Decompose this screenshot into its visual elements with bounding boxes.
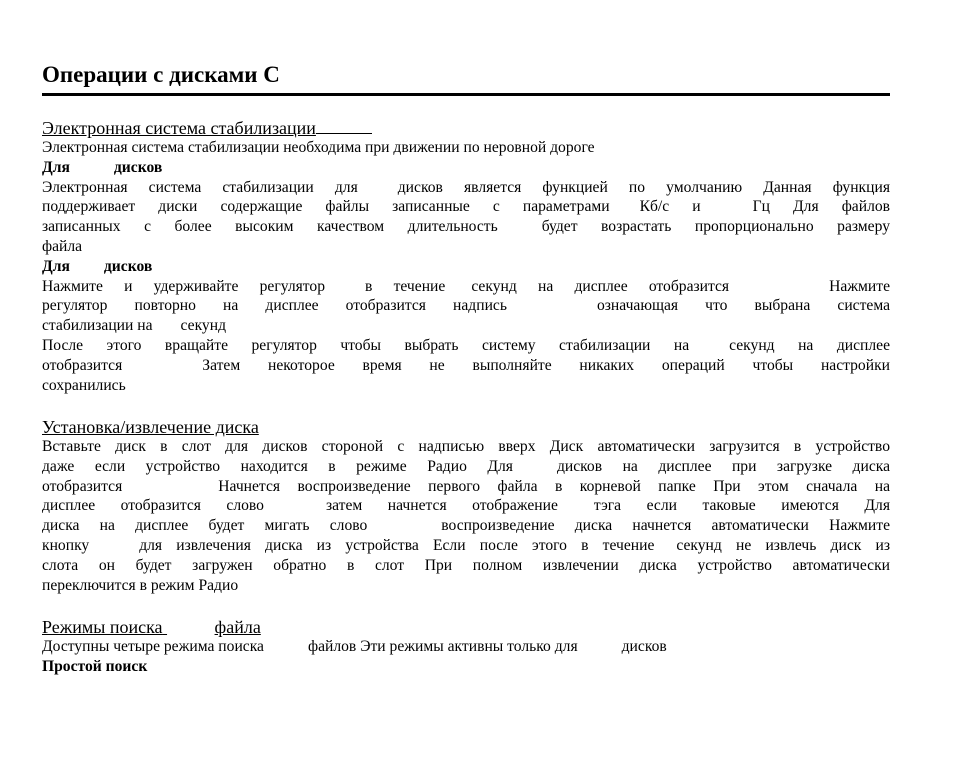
title-divider bbox=[42, 93, 890, 96]
subheading-line: Простой поиск bbox=[42, 657, 148, 675]
section-heading-search: Режимы поиска файла bbox=[42, 617, 261, 637]
paragraph-line: После этого вращайте регулятор чтобы выбрать систему стабилизации на секунд на дисплее bbox=[42, 336, 890, 354]
paragraph-line: дисплее отобразится слово затем начнется отображение тэга если таковые имеются Для bbox=[42, 497, 890, 515]
paragraph-line: Электронная система стабилизации для дисков является функцией по умолчанию Данная функция bbox=[42, 178, 890, 196]
paragraph-line: регулятор повторно на дисплее отобразится надпись означающая что выбрана система bbox=[42, 297, 890, 315]
section-search-modes bbox=[42, 617, 890, 677]
paragraph-line: кнопку для извлечения диска из устройства Если после этого в течение секунд не извлечь диск из bbox=[42, 536, 890, 554]
section-heading-stabilization: Электронная система стабилизации bbox=[42, 117, 890, 138]
section-heading-disc: Установка/извлечение диска bbox=[42, 417, 259, 437]
subheading-line: Для дисков bbox=[42, 158, 163, 176]
paragraph-line: даже если устройство находится в режиме Радио Для дисков на дисплее при загрузке диска bbox=[42, 457, 891, 475]
section-disc-insert-eject bbox=[42, 417, 890, 595]
paragraph-line: стабилизации на секунд bbox=[42, 317, 227, 335]
paragraph-line: переключится в режим Радио bbox=[42, 576, 239, 594]
paragraph-line: записанных с более высоким качеством длительность будет возрастать пропорционально размеру bbox=[42, 218, 890, 236]
paragraph-line: Доступны четыре режима поиска файлов Эти режимы активны только для дисков bbox=[42, 638, 667, 655]
paragraph-line: отобразится Затем некоторое время не выполняйте никаких операций чтобы настройки bbox=[42, 356, 890, 374]
subheading-line: Для дисков bbox=[42, 257, 153, 275]
paragraph-line: Электронная система стабилизации необходима при движении по неровной дороге bbox=[42, 139, 595, 156]
paragraph-line: слота он будет загружен обратно в слот При полном извлечении диска устройство автоматически bbox=[42, 556, 890, 574]
paragraph-line: сохранились bbox=[42, 376, 126, 394]
section-stabilization bbox=[42, 117, 890, 395]
paragraph-line: файла bbox=[42, 237, 83, 255]
paragraph-line: диска на дисплее будет мигать слово воспроизведение диска начнется автоматически Нажмите bbox=[42, 517, 890, 535]
paragraph-line: отобразится Начнется воспроизведение первого файла в корневой папке При этом сначала на bbox=[42, 477, 890, 495]
page-title: Операции с дисками C bbox=[42, 62, 280, 87]
paragraph-line: Нажмите и удерживайте регулятор в течение секунд на дисплее отобразится Нажмите bbox=[42, 277, 890, 295]
paragraph-line: поддерживает диски содержащие файлы записанные с параметрами Кб/с и Гц Для файлов bbox=[42, 198, 891, 216]
paragraph-line: Вставьте диск в слот для дисков стороной с надписью вверх Диск автоматически загрузится в устройство bbox=[42, 438, 890, 455]
